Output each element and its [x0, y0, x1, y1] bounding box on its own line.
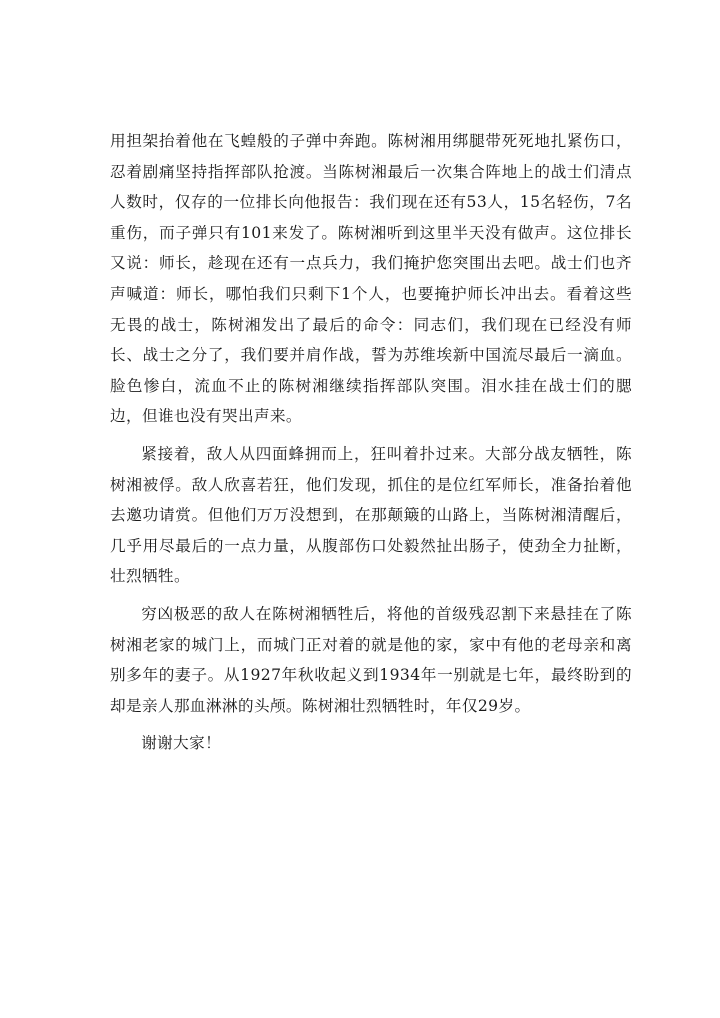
- document-body: [110, 126, 632, 759]
- paragraph-closing: 谢谢大家！: [141, 734, 222, 753]
- paragraph-continued: 用担架抬着他在飞蝗般的子弹中奔跑。陈树湘用绑腿带死死地扎紧伤口，忍着剧痛坚持指挥部队抢渡。当陈树湘最后一次集合阵地上的战士们清点人数时，仅存的一位排长向他报告：我们现在还有53人，15名轻伤，7名重伤，而子弹只有101来发了。陈树湘听到这里半天没有做声。这位排长又说：师长，趁现在还有一点兵力，我们掩护您突围出去吧。战士们也齐声喊道：师长，哪怕我们只剩下1个人，也要掩护师长冲出去。看着这些无畏的战士，陈树湘发出了最后的命令：同志们，我们现在已经没有师长、战士之分了，我们要并肩作战，誓为苏维埃新中国流尽最后一滴血。脸色惨白，流血不止的陈树湘继续指挥部队突围。泪水挂在战士们的腮边，但谁也没有哭出声来。: [110, 132, 632, 426]
- paragraph-capture: 紧接着，敌人从四面蜂拥而上，狂叫着扑过来。大部分战友牺牲，陈树湘被俘。敌人欣喜若狂，他们发现，抓住的是位红军师长，准备抬着他去邀功请赏。但他们万万没想到，在那颠簸的山路上，当陈树湘清醒后，几乎用尽最后的一点力量，从腹部伤口处毅然扯出肠子，使劲全力扯断，壮烈牺牲。: [110, 444, 632, 586]
- paragraph-aftermath: 穷凶极恶的敌人在陈树湘牺牲后，将他的首级残忍割下来悬挂在了陈树湘老家的城门上，而城门正对着的就是他的家，家中有他的老母亲和离别多年的妻子。从1927年秋收起义到1934年一别就是七年，最终盼到的却是亲人那血淋淋的头颅。陈树湘壮烈牺牲时，年仅29岁。: [110, 604, 632, 715]
